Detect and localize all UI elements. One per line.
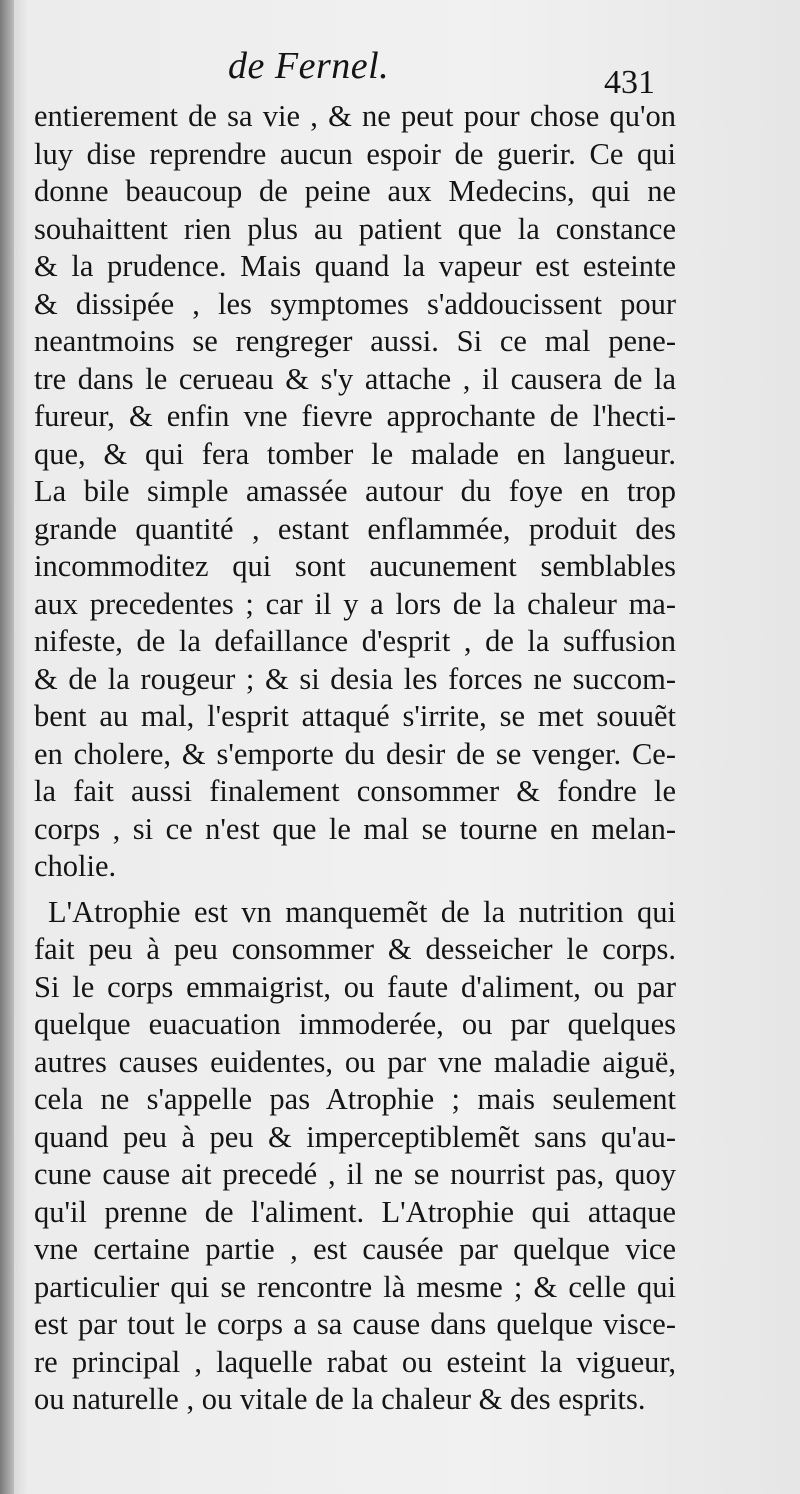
text-line: & dissipée , les symptomes s'addoucissent pour [34, 286, 676, 321]
text-line: luy dise reprendre aucun espoir de guerir. Ce qui [34, 136, 676, 171]
text-line: donne beaucoup de peine aux Medecins, qui ne [34, 174, 676, 208]
running-head: de Fernel. [228, 45, 390, 87]
text-line: souhaittent rien plus au patient que la constance [34, 211, 676, 246]
text-line: en cholere, & s'emporte du desir de se venger. Ce- [34, 736, 676, 771]
paragraph-2 [34, 894, 676, 1419]
text-line: la fait aussi finalement consommer & fondre le [34, 774, 676, 808]
text-line: cholie. [34, 849, 117, 883]
text-line: & de la rougeur ; & si desia les forces ne succom- [34, 661, 676, 696]
page-number: 431 [604, 64, 655, 101]
text-line: quelque euacuation immoderée, ou par quelques [34, 1007, 676, 1041]
text-line: vne certaine partie , est causée par quelque vice [34, 1232, 676, 1266]
text-line: cune cause ait precedé , il ne se nourrist pas, quoy [34, 1157, 676, 1191]
text-line: Si le corps emmaigrist, ou faute d'aliment, ou par [34, 969, 676, 1004]
page-header [0, 44, 800, 104]
paragraph-1 [34, 98, 676, 886]
text-line: ou naturelle , ou vitale de la chaleur & des esprits. [34, 1382, 646, 1416]
text-line: nifeste, de la defaillance d'esprit , de la suffusion [34, 624, 676, 658]
text-line: La bile simple amassée autour du foye en trop [34, 474, 676, 508]
text-line: & la prudence. Mais quand la vapeur est esteinte [34, 249, 676, 283]
page-gutter-shadow [0, 0, 14, 1494]
text-line: cela ne s'appelle pas Atrophie ; mais seulement [34, 1082, 676, 1116]
text-line: re principal , laquelle rabat ou esteint la vigueur, [34, 1344, 676, 1379]
text-line: grande quantité , estant enflammée, produit des [34, 511, 676, 546]
text-line: entierement de sa vie , & ne peut pour chose qu'on [34, 99, 676, 133]
text-line: particulier qui se rencontre là mesme ; & celle qui [34, 1269, 676, 1304]
text-line: quand peu à peu & imperceptiblemẽt sans qu'au- [34, 1119, 676, 1154]
text-line: tre dans le cerueau & s'y attache , il causera de la [34, 361, 676, 396]
text-line: est par tout le corps a sa cause dans quelque visce- [34, 1307, 676, 1341]
text-line: qu'il prenne de l'aliment. L'Atrophie qui attaque [34, 1194, 676, 1229]
text-line: corps , si ce n'est que le mal se tourne en melan- [34, 811, 676, 846]
text-line: L'Atrophie est vn manquemẽt de la nutrition qui [48, 894, 676, 929]
text-line: fureur, & enfin vne fievre approchante de l'hecti- [34, 399, 676, 433]
text-line: aux precedentes ; car il y a lors de la chaleur ma- [34, 586, 676, 621]
text-line: incommoditez qui sont aucunement semblables [34, 549, 676, 583]
text-line: que, & qui fera tomber le malade en langueur. [34, 436, 676, 471]
text-line: fait peu à peu consommer & desseicher le corps. [34, 932, 676, 966]
text-line: neantmoins se rengreger aussi. Si ce mal pene- [34, 324, 676, 358]
body-text [34, 98, 676, 1419]
text-line: bent au mal, l'esprit attaqué s'irrite, se met souuẽt [34, 699, 676, 733]
text-line: autres causes euidentes, ou par vne maladie aiguë, [34, 1044, 676, 1079]
paragraph-spacer [34, 886, 676, 894]
